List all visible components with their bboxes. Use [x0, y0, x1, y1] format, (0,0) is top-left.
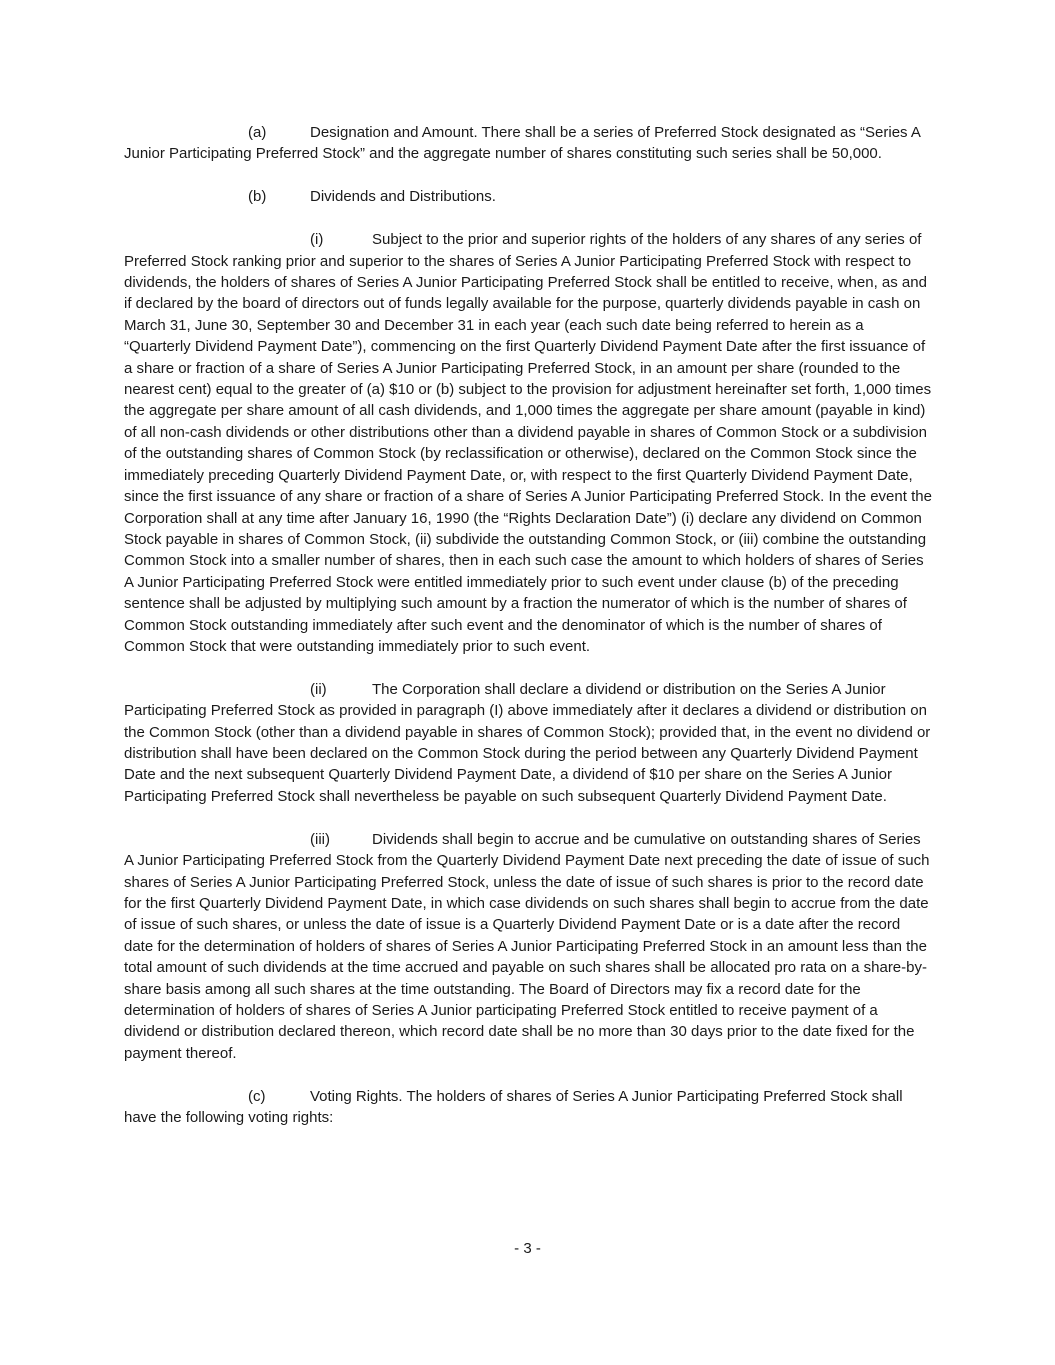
- subsection-text: Subject to the prior and superior rights of the holders of any shares of any series of Preferred Stock ranking prior and superior to the shares of Series A Junior Participating Preferred Stock with respect to dividends, the holders of shares of Series A Junior Participating Preferred Stock shall be entitled to receive, when, as and if declared by the board of directors out of funds legally available for the purpose, quarterly dividends payable in cash on March 31, June 30, September 30 and December 31 in each year (each such date being referred to herein as a “Quarterly Dividend Payment Date”), commencing on the first Quarterly Dividend Payment Date after the first issuance of a share or fraction of a share of Series A Junior Participating Preferred Stock, in an amount per share (rounded to the nearest cent) equal to the greater of (a) $10 or (b) subject to the provision for adjustment hereinafter set forth, 1,000 times the aggregate per share amount of all cash dividends, and 1,000 times the aggregate per share amount (payable in kind) of all non-cash dividends or other distributions other than a dividend payable in shares of Common Stock or a subdivision of the outstanding shares of Common Stock (by reclassification or otherwise), declared on the Common Stock since the immediately preceding Quarterly Dividend Payment Date, or, with respect to the first Quarterly Dividend Payment Date, since the first issuance of any share or fraction of a share of Series A Junior Participating Preferred Stock. In the event the Corporation shall at any time after January 16, 1990 (the “Rights Declaration Date”) (i) declare any dividend on Common Stock payable in shares of Common Stock, (ii) subdivide the outstanding Common Stock, or (iii) combine the outstanding Common Stock into a smaller number of shares, then in each such case the amount to which holders of shares of Series A Junior Participating Preferred Stock were entitled immediately prior to such event under clause (b) of the preceding sentence shall be adjusted by multiplying such amount by a fraction the numerator of which is the number of shares of Common Stock outstanding immediately after such event and the denominator of which is the number of shares of Common Stock that were outstanding immediately prior to such event.: [124, 231, 932, 655]
- subsection-marker: (ii): [310, 680, 327, 698]
- section-marker: (a): [248, 124, 267, 141]
- section-c-voting-rights: [124, 1086, 932, 1129]
- page-number: - 3 -: [514, 1240, 541, 1257]
- subsection-b-i: [124, 229, 932, 657]
- section-a-designation-and-amount: [124, 122, 932, 165]
- section-marker: (c): [248, 1087, 266, 1105]
- subsection-b-ii: [124, 679, 932, 807]
- subsection-marker: (i): [310, 231, 324, 249]
- subsection-text: The Corporation shall declare a dividend or distribution on the Series A Junior Participating Preferred Stock as provided in paragraph (I) above immediately after it declares a dividend or distribution on the Common Stock (other than a dividend payable in shares of Common Stock); provided that, in the event no dividend or distribution shall have been declared on the Common Stock during the period between any Quarterly Dividend Payment Date and the next subsequent Quarterly Dividend Payment Date, a dividend of $10 per share on the Series A Junior Participating Preferred Stock shall nevertheless be payable on such subsequent Quarterly Dividend Payment Date.: [124, 680, 931, 805]
- section-marker: (b): [248, 188, 267, 206]
- document-page: [124, 122, 932, 1150]
- section-b-dividends-and-distributions: [124, 186, 932, 207]
- subsection-b-iii: [124, 829, 932, 1064]
- section-text: Voting Rights. The holders of shares of Series A Junior Participating Preferred Stock shall have the following voting rights:: [124, 1087, 903, 1127]
- section-text: Designation and Amount. There shall be a series of Preferred Stock designated as “Series A Junior Participating Preferred Stock” and the aggregate number of shares constituting such series shall be 50,000.: [124, 124, 921, 163]
- subsection-text: Dividends shall begin to accrue and be cumulative on outstanding shares of Series A Junior Participating Preferred Stock from the Quarterly Dividend Payment Date next preceding the date of issue of such shares of Series A Junior Participating Preferred Stock, unless the date of issue of such shares is prior to the record date for the first Quarterly Dividend Payment Date, in which case dividends on such shares shall begin to accrue from the date of issue of such shares, or unless the date of issue is a Quarterly Dividend Payment Date or is a date after the record date for the determination of holders of shares of Series A Junior Participating Preferred Stock in an amount less than the total amount of such dividends at the time accrued and payable on such shares shall be allocated pro rata on a share-by-share basis among all such shares at the time outstanding. The Board of Directors may fix a record date for the determination of holders of shares of Series A Junior participating Preferred Stock entitled to receive payment of a dividend or distribution declared thereon, which record date shall be no more than 30 days prior to the date fixed for the payment thereof.: [124, 830, 930, 1062]
- section-text: Dividends and Distributions.: [310, 188, 496, 206]
- subsection-marker: (iii): [310, 830, 330, 848]
